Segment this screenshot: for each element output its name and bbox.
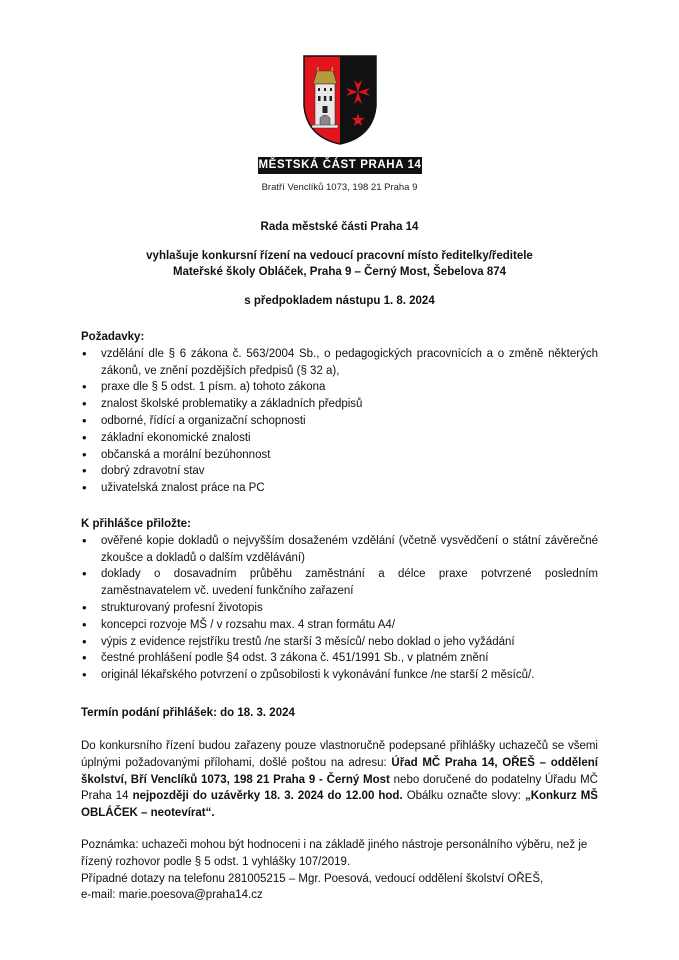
list-item: • ověřené kopie dokladů o nejvyšším dosaženém vzdělání (včetně vysvědčení o státní závěrečné zkoušce a dokladů o dalším vzdělávání) — [81, 533, 598, 567]
announcement-line-2: Mateřské školy Obláček, Praha 9 – Černý Most, Šebelova 874 — [172, 266, 507, 278]
announcement-line-1: vyhlašuje konkursní řízení na vedoucí pracovní místo ředitelky/ředitele — [146, 250, 533, 262]
envelope-label: „Konkurz MŠ OBLÁČEK – neotevírat“. — [81, 790, 598, 820]
deadline-heading: Termín podání přihlášek: do 18. 3. 2024 — [81, 707, 295, 719]
requirements-list — [81, 346, 598, 497]
attachments-list — [81, 533, 598, 684]
note-section — [81, 837, 598, 904]
list-item: • doklady o dosavadním průběhu zaměstnání a délce praxe potvrzené posledním zaměstnavatelem vč. uvedení funkčního zařazení — [81, 566, 598, 600]
list-item: • koncepci rozvoje MŠ / v rozsahu max. 4 stran formátu A4/ — [81, 617, 598, 634]
list-item: • originál lékařského potvrzení o způsobilosti k vykonávání funkce /ne starší 2 měsíců/. — [81, 667, 598, 684]
list-item: • znalost školské problematiky a základních předpisů — [81, 396, 598, 413]
municipality-address: Bratří Venclíků 1073, 198 21 Praha 9 — [261, 182, 418, 193]
municipality-banner: MĚSTSKÁ ČÁST PRAHA 14 — [258, 157, 422, 174]
deadline-section — [81, 705, 598, 722]
list-item: • čestné prohlášení podle §4 odst. 3 zákona č. 451/1991 Sb., v platném znění — [81, 650, 598, 667]
attachments-section — [81, 516, 598, 684]
list-item: • uživatelská znalost práce na PC — [81, 480, 598, 497]
list-item: • výpis z evidence rejstříku trestů /ne starší 3 měsíců/ nebo doklad o jeho vyžádání — [81, 634, 598, 651]
list-item: • strukturovaný profesní životopis — [81, 600, 598, 617]
instructions-text-1: Do konkursního řízení budou zařazeny pouze vlastnoručně podepsané přihlášky uchazečů se všemi úplnými požadovanými přílohami, došlé poštou na adresu: — [81, 740, 598, 769]
requirements-heading: Požadavky: — [81, 331, 145, 343]
note-text: Poznámka: uchazeči mohou být hodnoceni i na základě jiného nástroje personálního výběru, než je řízený rozhovor podle § 5 odst. 1 vyhlášky 107/2019. — [81, 839, 588, 868]
instructions-paragraph — [81, 738, 598, 822]
list-item: • vzdělání dle § 6 zákona č. 563/2004 Sb., o pedagogických pracovnících a o změně některých zákonů, ve znění pozdějších předpisů (§ 32 a), — [81, 346, 598, 380]
list-item: • odborné, řídící a organizační schopnosti — [81, 413, 598, 430]
instructions-text-3: Obálku označte slovy: — [402, 790, 525, 803]
contact-phone: Případné dotazy na telefonu 281005215 – Mgr. Poesová, vedoucí oddělení školství OŘEŠ, — [81, 872, 544, 885]
instructions-text-2: nebo doručené do podatelny Úřadu MČ Praha 14 — [81, 773, 598, 803]
mailing-address: Úřad MČ Praha 14, OŘEŠ – oddělení školství, Bří Venclíků 1073, 198 21 Praha 9 - Černý Most — [81, 756, 598, 786]
requirements-section — [81, 329, 598, 497]
submission-deadline: nejpozději do uzávěrky 18. 3. 2024 do 12.00 hod. — [132, 790, 403, 803]
contact-email[interactable]: e-mail: marie.poesova@praha14.cz — [81, 889, 263, 902]
list-item: • praxe dle § 5 odst. 1 písm. a) tohoto zákona — [81, 379, 598, 396]
list-item: • občanská a morální bezúhonnost — [81, 447, 598, 464]
attachments-heading: K přihlášce přiložte: — [81, 518, 191, 530]
issuer-heading: Rada městské části Praha 14 — [260, 221, 419, 233]
list-item: • dobrý zdravotní stav — [81, 463, 598, 480]
start-date-line: s předpokladem nástupu 1. 8. 2024 — [244, 295, 435, 307]
coat-of-arms-icon — [302, 54, 378, 146]
list-item: • základní ekonomické znalosti — [81, 430, 598, 447]
